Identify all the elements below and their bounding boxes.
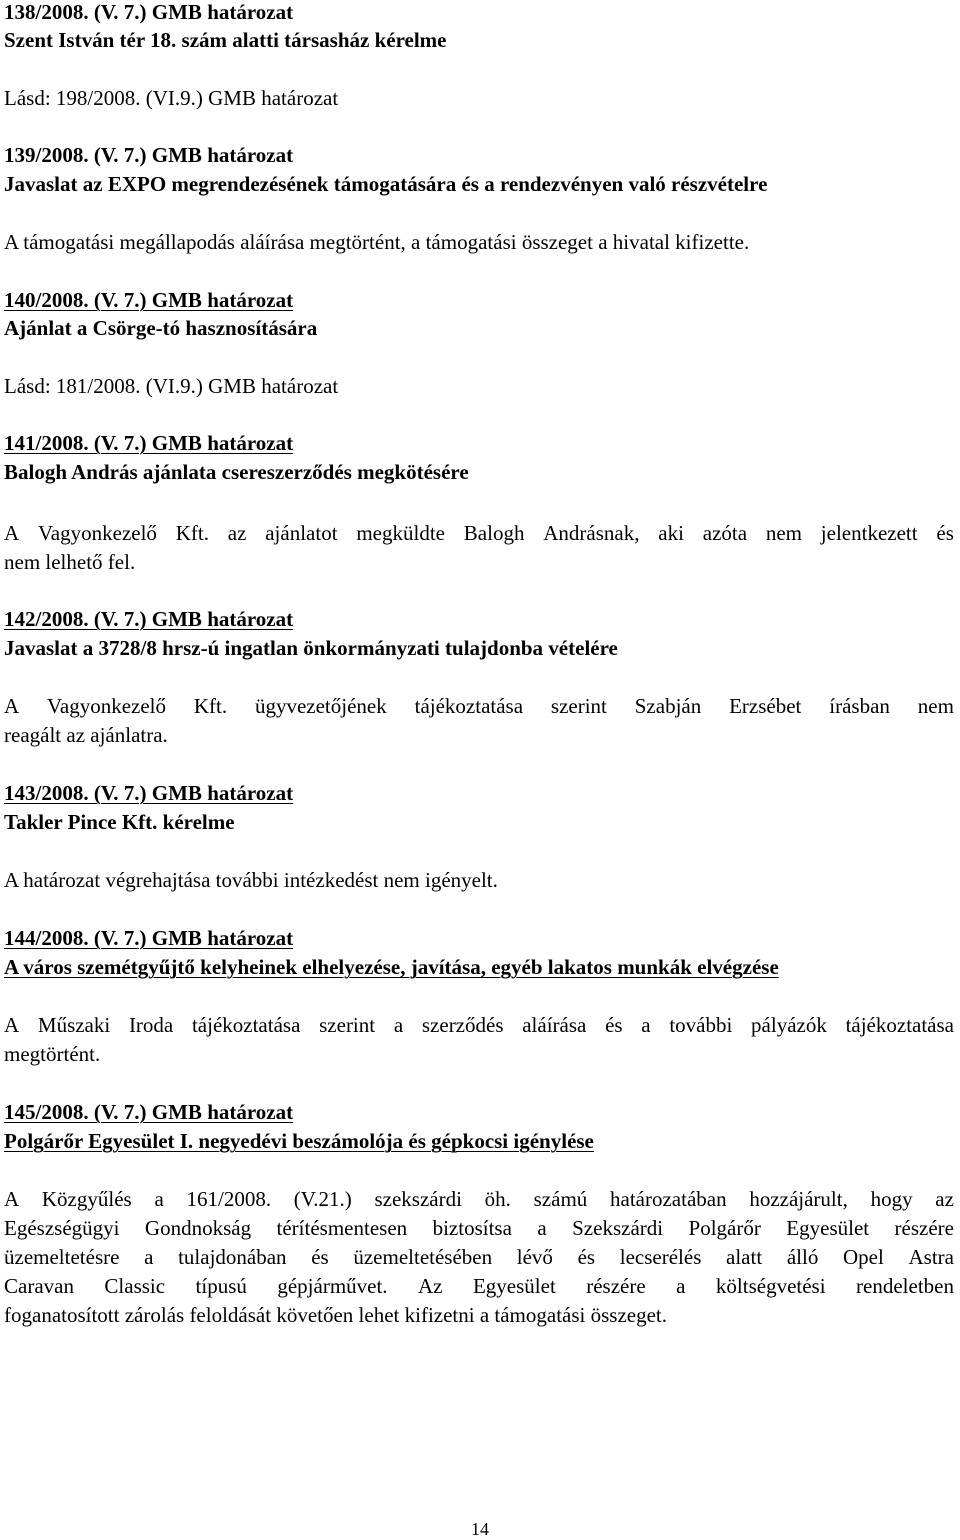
resolution-body-line: A határozat végrehajtása további intézkedést nem igényelt. xyxy=(4,868,498,892)
resolution-ref: 141/2008. (V. 7.) GMB határozat xyxy=(4,431,294,455)
word: Andrásnak, xyxy=(543,521,640,545)
word: a xyxy=(641,1013,651,1037)
word: hogy xyxy=(870,1187,913,1211)
word: jelentkezett xyxy=(820,521,918,545)
resolution-title: A város szemétgyűjtő kelyheinek elhelyezése, javítása, egyéb lakatos munkák elvégzése xyxy=(4,955,779,979)
word: az xyxy=(227,521,247,545)
word: tulajdonában xyxy=(178,1245,287,1269)
word: nem xyxy=(917,694,954,718)
word: Polgárőr xyxy=(688,1216,761,1240)
word: A xyxy=(4,694,20,718)
word: típusú xyxy=(195,1274,247,1298)
word: biztosítsa xyxy=(432,1216,512,1240)
word: az xyxy=(935,1187,954,1211)
word: öh. xyxy=(484,1187,511,1211)
resolution-ref: 142/2008. (V. 7.) GMB határozat xyxy=(4,607,294,631)
word: Egészségügyi xyxy=(4,1216,120,1240)
word: a xyxy=(393,1013,404,1037)
word: hozzájárult, xyxy=(749,1187,848,1211)
word: aláírása xyxy=(522,1013,587,1037)
word: Egyesület xyxy=(472,1274,556,1298)
resolution-body-line xyxy=(4,1243,954,1271)
resolution-title: Szent István tér 18. szám alatti társasház kérelme xyxy=(4,28,447,52)
resolution-body-line: reagált az ajánlatra. xyxy=(4,723,168,747)
word: további xyxy=(669,1013,733,1037)
resolution-title: Javaslat a 3728/8 hrsz-ú ingatlan önkormányzati tulajdonba vételére xyxy=(4,636,618,660)
word: 161/2008. xyxy=(186,1187,272,1211)
resolution-body-line: Lásd: 181/2008. (VI.9.) GMB határozat xyxy=(4,374,339,398)
word: Az xyxy=(418,1274,443,1298)
word: lévő xyxy=(516,1245,553,1269)
word: térítésmentesen xyxy=(276,1216,408,1240)
word: Egyesület xyxy=(786,1216,870,1240)
word: ajánlatot xyxy=(265,521,338,545)
word: költségvetési xyxy=(715,1274,826,1298)
word: szekszárdi xyxy=(374,1187,462,1211)
word: pályázók xyxy=(751,1013,827,1037)
resolution-body-line: megtörtént. xyxy=(4,1042,101,1066)
resolution-body-line xyxy=(4,692,954,720)
resolution-body-line: Lásd: 198/2008. (VI.9.) GMB határozat xyxy=(4,86,339,110)
word: szerint xyxy=(550,694,607,718)
word: tájékoztatása xyxy=(845,1013,954,1037)
resolution-body-line xyxy=(4,519,954,547)
word: (V.21.) xyxy=(293,1187,352,1211)
word: és xyxy=(577,1245,596,1269)
word: ügyvezetőjének xyxy=(254,694,387,718)
word: üzemeltetésre xyxy=(4,1245,120,1269)
word: álló xyxy=(786,1245,819,1269)
word: Vagyonkezelő xyxy=(47,694,166,718)
resolution-ref: 145/2008. (V. 7.) GMB határozat xyxy=(4,1100,294,1124)
word: Szekszárdi xyxy=(572,1216,664,1240)
word: nem xyxy=(765,521,802,545)
resolution-body-line: A támogatási megállapodás aláírása megtörtént, a támogatási összeget a hivatal kifizette. xyxy=(4,230,750,254)
resolution-body-line xyxy=(4,1272,954,1300)
resolution-title: Ajánlat a Csörge-tó hasznosítására xyxy=(4,316,318,340)
word: Opel xyxy=(843,1245,884,1269)
word: a xyxy=(144,1245,154,1269)
word: Kft. xyxy=(193,694,228,718)
word: és xyxy=(936,521,954,545)
word: részére xyxy=(894,1216,954,1240)
word: lecserélés xyxy=(619,1245,702,1269)
word: aki xyxy=(658,521,684,545)
word: részére xyxy=(586,1274,646,1298)
resolution-ref: 144/2008. (V. 7.) GMB határozat xyxy=(4,926,294,950)
word: Műszaki xyxy=(37,1013,111,1037)
resolution-body-line xyxy=(4,1185,954,1213)
resolution-body-line: foganatosított zárolás feloldását követően lehet kifizetni a támogatási összeget. xyxy=(4,1303,668,1327)
word: Iroda xyxy=(128,1013,174,1037)
resolution-title: Takler Pince Kft. kérelme xyxy=(4,810,235,834)
word: tájékoztatása xyxy=(191,1013,301,1037)
word: a xyxy=(676,1274,686,1298)
resolution-title: Javaslat az EXPO megrendezésének támogatására és a rendezvényen való részvételre xyxy=(4,172,768,196)
word: számú xyxy=(533,1187,588,1211)
resolution-body-line xyxy=(4,1214,954,1242)
word: Szabján xyxy=(634,694,702,718)
word: írásban xyxy=(829,694,890,718)
word: A xyxy=(4,1013,20,1037)
word: Gondnokság xyxy=(144,1216,252,1240)
resolution-body-line xyxy=(4,1011,954,1039)
resolution-ref: 139/2008. (V. 7.) GMB határozat xyxy=(4,143,294,167)
word: tájékoztatása xyxy=(414,694,524,718)
resolution-body-line: nem lelhető fel. xyxy=(4,550,136,574)
word: szerint xyxy=(319,1013,376,1037)
word: A xyxy=(4,521,20,545)
word: és xyxy=(605,1013,623,1037)
page-number: 14 xyxy=(471,1519,489,1539)
word: rendeletben xyxy=(856,1274,954,1298)
resolution-title: Balogh András ajánlata csereszerződés megkötésére xyxy=(4,460,469,484)
resolution-ref: 143/2008. (V. 7.) GMB határozat xyxy=(4,781,294,805)
word: határozatában xyxy=(610,1187,727,1211)
word: Balogh xyxy=(463,521,525,545)
word: Astra xyxy=(908,1245,954,1269)
resolution-title: Polgárőr Egyesület I. negyedévi beszámolója és gépkocsi igénylése xyxy=(4,1129,594,1153)
word: gépjárművet. xyxy=(277,1274,388,1298)
word: Közgyűlés xyxy=(41,1187,132,1211)
word: A xyxy=(4,1187,20,1211)
word: a xyxy=(154,1187,164,1211)
word: Erzsébet xyxy=(729,694,802,718)
word: üzemeltetésében xyxy=(353,1245,493,1269)
word: szerződés xyxy=(421,1013,504,1037)
word: Caravan xyxy=(4,1274,74,1298)
word: alatt xyxy=(726,1245,763,1269)
word: Kft. xyxy=(175,521,209,545)
resolution-ref: 140/2008. (V. 7.) GMB határozat xyxy=(4,288,294,312)
word: és xyxy=(311,1245,329,1269)
resolution-ref: 138/2008. (V. 7.) GMB határozat xyxy=(4,0,294,24)
word: a xyxy=(537,1216,547,1240)
word: Classic xyxy=(104,1274,166,1298)
word: megküldte xyxy=(356,521,445,545)
word: azóta xyxy=(702,521,748,545)
word: Vagyonkezelő xyxy=(37,521,157,545)
